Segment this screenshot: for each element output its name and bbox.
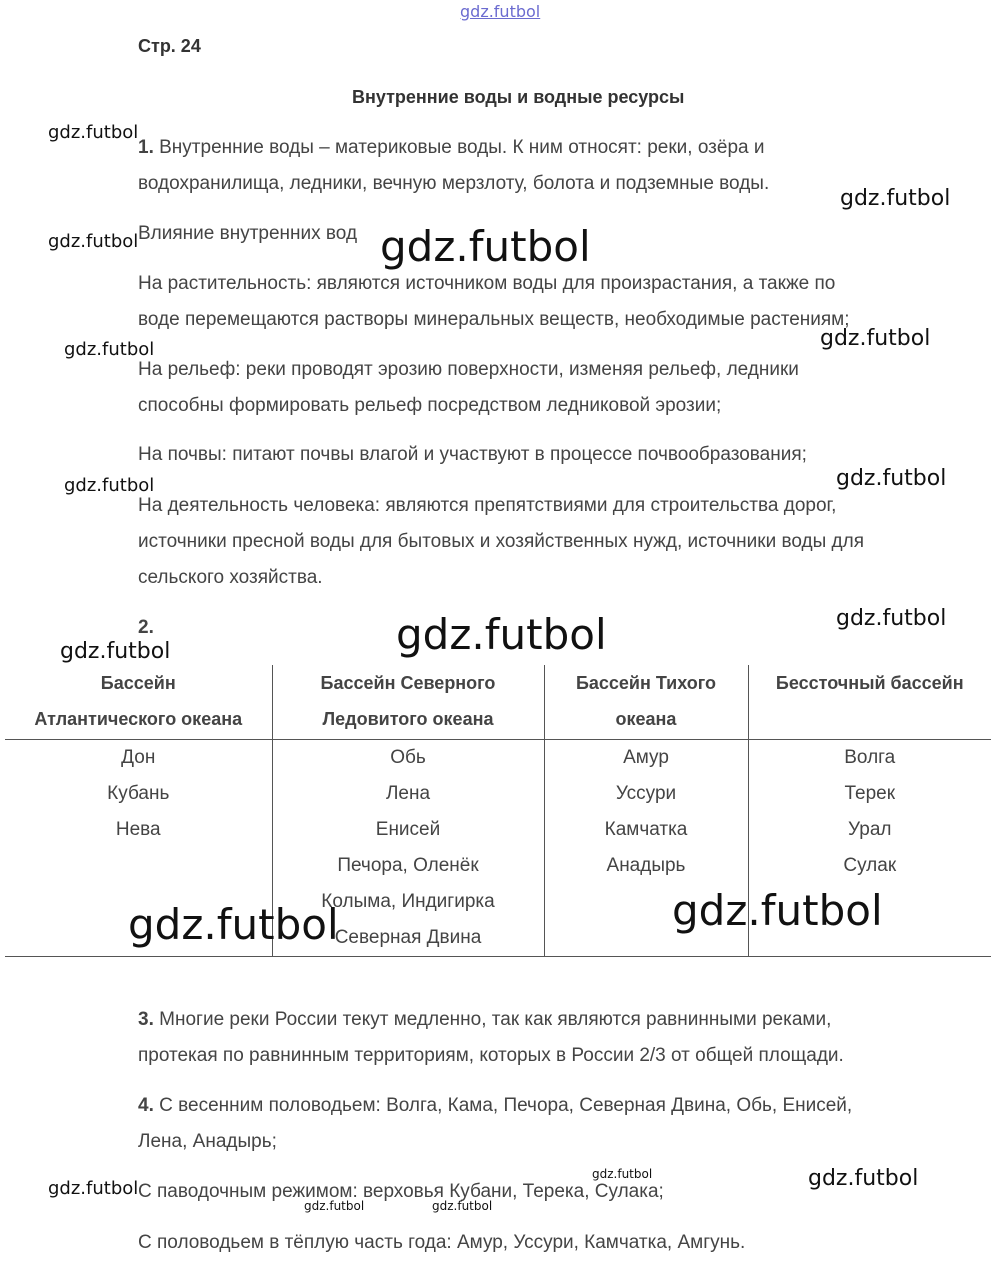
- q1-text-1: Внутренние воды – материковые воды. К ним относят: реки, озёра и: [153, 137, 765, 158]
- human-line-2: источники пресной воды для бытовых и хозяйственных нужд, источники воды для: [138, 531, 864, 552]
- river-item: Амур: [623, 747, 669, 768]
- page-number: Стр. 24: [138, 36, 201, 56]
- header-atlantic: [5, 665, 272, 740]
- river-item: Волга: [844, 747, 896, 768]
- header-endorheic: [748, 665, 991, 740]
- watermark: gdz.futbol: [672, 886, 883, 935]
- q1-line-1: [138, 137, 764, 159]
- q3-line-1: [138, 1009, 831, 1031]
- watermark: gdz.futbol: [840, 186, 951, 211]
- watermark: gdz.futbol: [836, 466, 947, 491]
- q4-line-4: С половодьем в тёплую часть года: Амур, Уссури, Камчатка, Амгунь.: [138, 1232, 746, 1253]
- table-header-row: [5, 665, 991, 740]
- human-line-1: На деятельность человека: являются препятствиями для строительства дорог,: [138, 495, 837, 516]
- watermark: gdz.futbol: [380, 222, 591, 271]
- plants-line-2: воде перемещаются растворы минеральных веществ, необходимые растениям;: [138, 309, 850, 330]
- watermark: gdz.futbol: [48, 1178, 139, 1199]
- watermark: gdz.futbol: [460, 2, 541, 21]
- river-item: Камчатка: [604, 819, 688, 840]
- header-atlantic-line-2: Атлантического океана: [34, 709, 243, 729]
- header-pacific-line-1: Бассейн Тихого: [575, 673, 717, 693]
- watermark: gdz.futbol: [836, 606, 947, 631]
- river-item: Печора, Оленёк: [337, 855, 479, 876]
- watermark: gdz.futbol: [128, 900, 339, 949]
- section-heading: Внутренние воды и водные ресурсы: [352, 87, 685, 107]
- header-atlantic-line-1: Бассейн: [100, 673, 176, 693]
- header-endorheic-line-1: Бессточный бассейн: [775, 673, 964, 693]
- river-item: Лена: [385, 783, 431, 804]
- q4-text-1: С весенним половодьем: Волга, Кама, Печора, Северная Двина, Обь, Енисей,: [153, 1095, 853, 1116]
- q4-line-2: Лена, Анадырь;: [138, 1131, 277, 1152]
- watermark: gdz.futbol: [60, 639, 171, 664]
- river-item: Северная Двина: [334, 927, 482, 948]
- river-item: Терек: [844, 783, 896, 804]
- watermark: gdz.futbol: [432, 1199, 493, 1213]
- q2-number: 2.: [138, 617, 154, 638]
- q1-number: 1.: [138, 137, 154, 158]
- header-arctic: [272, 665, 544, 740]
- watermark: gdz.futbol: [48, 122, 139, 143]
- q3-number: 3.: [138, 1009, 154, 1030]
- river-item: Енисей: [375, 819, 441, 840]
- watermark: gdz.futbol: [396, 610, 607, 659]
- q4-number: 4.: [138, 1095, 154, 1116]
- watermark: gdz.futbol: [304, 1199, 365, 1213]
- human-line-3: сельского хозяйства.: [138, 567, 323, 588]
- river-item: Нева: [115, 819, 161, 840]
- river-item: Уссури: [615, 783, 677, 804]
- header-pacific-line-2: океана: [615, 709, 677, 729]
- river-item: Сулак: [843, 855, 897, 876]
- river-item: Анадырь: [606, 855, 686, 876]
- header-pacific: [544, 665, 748, 740]
- q3-text-1: Многие реки России текут медленно, так как являются равнинными реками,: [153, 1009, 832, 1030]
- q1-line-2: водохранилища, ледники, вечную мерзлоту, болота и подземные воды.: [138, 173, 770, 194]
- watermark: gdz.futbol: [64, 339, 155, 360]
- q4-line-1: [138, 1095, 852, 1117]
- q4-line-3: С паводочным режимом: верховья Кубани, Терека, Сулака;: [138, 1181, 664, 1202]
- soil-line: На почвы: питают почвы влагой и участвуют в процессе почвообразования;: [138, 444, 807, 465]
- relief-line-2: способны формировать рельеф посредством ледниковой эрозии;: [138, 395, 722, 416]
- river-item: Колыма, Индигирка: [321, 891, 495, 912]
- river-item: Дон: [121, 747, 156, 768]
- river-item: Обь: [390, 747, 426, 768]
- river-item: Кубань: [107, 783, 170, 804]
- q3-line-2: протекая по равнинным территориям, которых в России 2/3 от общей площади.: [138, 1045, 844, 1066]
- watermark: gdz.futbol: [808, 1166, 919, 1191]
- watermark: gdz.futbol: [820, 326, 931, 351]
- watermark: gdz.futbol: [592, 1167, 653, 1181]
- relief-line-1: На рельеф: реки проводят эрозию поверхности, изменяя рельеф, ледники: [138, 359, 799, 380]
- plants-line-1: На растительность: являются источником воды для произрастания, а также по: [138, 273, 836, 294]
- header-arctic-line-2: Ледовитого океана: [322, 709, 494, 729]
- watermark: gdz.futbol: [48, 231, 139, 252]
- influence-title: Влияние внутренних вод: [138, 223, 358, 244]
- header-arctic-line-1: Бассейн Северного: [320, 673, 496, 693]
- watermark: gdz.futbol: [64, 475, 155, 496]
- river-item: Урал: [848, 819, 892, 840]
